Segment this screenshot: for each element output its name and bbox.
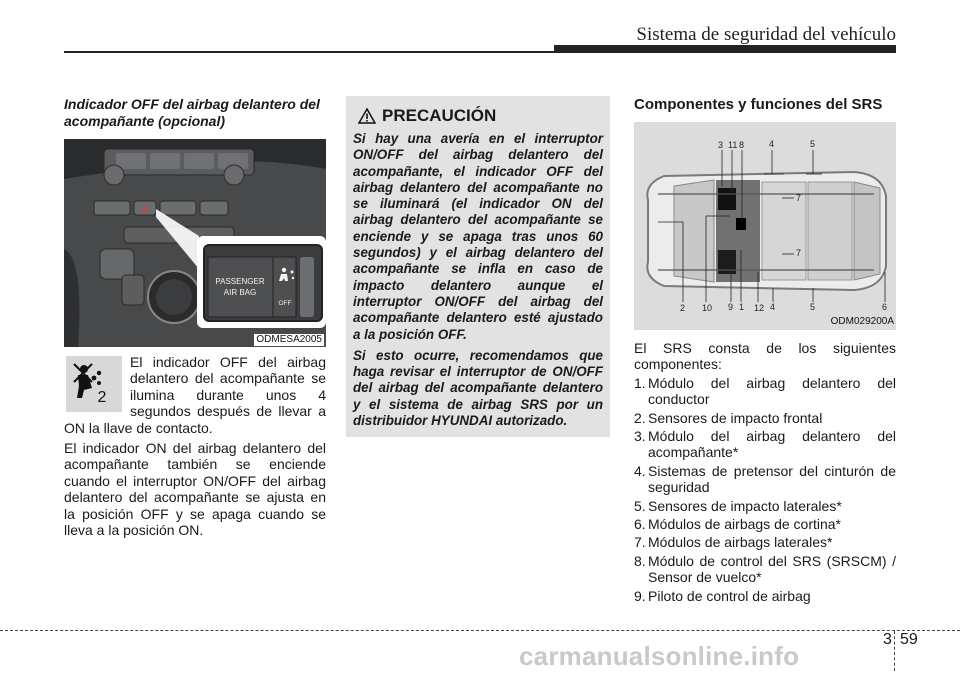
figure-code: ODM029200A [830, 316, 894, 327]
label-10: 10 [702, 303, 713, 313]
running-header-title: Sistema de seguridad del vehículo [636, 24, 896, 45]
watermark: carmanualsonline.info [519, 641, 800, 671]
list-item: 3. Módulo del airbag delantero del acompañante* [634, 428, 896, 461]
paragraph-indicator-off: El indicador OFF del airbag delantero del acompañante se ilumina durante unos 4 segundos después de llevar a ON la llave de contacto. [64, 354, 326, 436]
page-number-divider [894, 631, 895, 671]
chapter-number: 3 [883, 631, 892, 648]
passenger-airbag-off-icon [72, 362, 116, 406]
label-8: 8 [739, 140, 745, 150]
section-heading-srs: Componentes y funciones del SRS [634, 96, 883, 113]
airbag-off-indicator-icon [66, 356, 122, 412]
caution-title [358, 106, 603, 126]
list-item: 9. Piloto de control de airbag [634, 587, 811, 604]
section-heading-airbag-off: Indicador OFF del airbag delantero del acompañante (opcional) [64, 96, 320, 129]
indicator-description [64, 354, 326, 436]
list-item: 2. Sensores de impacto frontal [634, 409, 823, 426]
dashboard-photo [64, 139, 326, 347]
label-3: 3 [718, 140, 724, 150]
indicator-digit: 2 [97, 389, 107, 406]
label-4-top: 4 [769, 139, 775, 149]
dashboard-illustration [64, 139, 326, 347]
header-rule-bar [554, 45, 896, 53]
label-4-bottom: 4 [770, 302, 776, 312]
figure-code: ODMESA2005 [256, 334, 322, 345]
list-item: 6. Módulos de airbags de cortina* [634, 516, 842, 533]
list-item: 4. Sistemas de pretensor del cinturón de seguridad [634, 462, 896, 496]
label-2: 2 [680, 303, 686, 313]
label-5-bottom: 5 [810, 302, 816, 312]
footer-rule [0, 630, 960, 631]
label-6: 6 [882, 302, 888, 312]
label-1: 1 [739, 302, 745, 312]
label-7-upper: 7 [796, 193, 802, 203]
list-item: 8. Módulo de control del SRS (SRSCM) / Sensor de vuelco* [634, 552, 896, 586]
srs-components-list [634, 375, 896, 604]
label-7-lower: 7 [796, 248, 802, 258]
paragraph-indicator-on: El indicador ON del airbag delantero del acompañante también se enciende cuando el interruptor ON/OFF del airbag delantero del acompañante se ajusta en la posición OFF y se apaga cuando se lleva a la posición ON. [64, 440, 326, 539]
column-left [64, 96, 326, 538]
caution-title-text: PRECAUCIÓN [382, 106, 497, 125]
caution-paragraph-2: Si esto ocurre, recomendamos que haga revisar el interruptor de ON/OFF del airbag del acompañante delantero y el sistema de airbag SRS por un distribuidor HYUNDAI autorizado. [353, 347, 603, 429]
header-rule [64, 51, 554, 53]
caution-paragraph-1: Si hay una avería en el interruptor ON/OFF del airbag delantero del acompañante, el indicador OFF del airbag delantero del acompañante no se iluminará (el indicador ON del airbag delantero del acompañante se enciende y se apaga tras unos 60 segundos) y el airbag delantero del acompañante se infla en caso de impacto delantero aunque el interruptor ON/OFF del airbag del acompañante delantero esté ajustado a la posición OFF. [353, 131, 603, 342]
srs-diagram [634, 122, 896, 330]
off-label: OFF [278, 300, 292, 307]
passenger-label: PASSENGER [215, 277, 265, 286]
label-12: 12 [754, 303, 765, 313]
airbag-label: AIR BAG [223, 288, 257, 297]
label-9: 9 [728, 302, 734, 312]
list-item: 5. Sensores de impacto laterales* [634, 497, 842, 514]
list-item: 7. Módulos de airbags laterales* [634, 534, 833, 551]
srs-intro: El SRS consta de los siguientes componentes: [634, 340, 896, 373]
page-number: 59 [900, 631, 918, 648]
caution-box [346, 96, 610, 437]
car-topview-diagram [634, 122, 896, 330]
column-right [634, 96, 896, 604]
label-5-top: 5 [810, 139, 816, 149]
label-11: 11 [728, 140, 738, 150]
warning-triangle-icon [358, 108, 376, 124]
list-item: 1. Módulo del airbag delantero del conductor [634, 374, 896, 408]
